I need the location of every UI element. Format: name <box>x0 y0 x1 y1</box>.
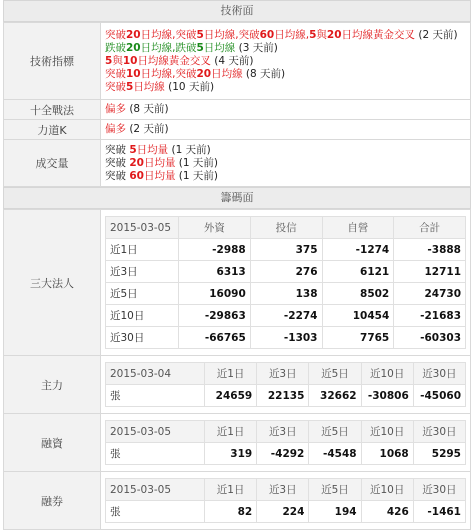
value-cell: -29863 <box>179 305 251 327</box>
value-cell: 426 <box>361 501 413 523</box>
signal-line <box>105 29 466 42</box>
signal-text: 與 <box>316 28 327 41</box>
value-cell: 6121 <box>322 261 394 283</box>
row-label: 近30日 <box>106 327 179 349</box>
column-header: 近30日 <box>413 479 465 501</box>
block-table <box>105 362 466 407</box>
column-header: 近3日 <box>257 421 309 443</box>
signal-text: 日均線 <box>203 41 236 54</box>
value-cell: 138 <box>250 283 322 305</box>
signal-text: (2 天前) <box>415 28 458 41</box>
table-row <box>106 501 466 523</box>
value-cell: -66765 <box>179 327 251 349</box>
tech-row-ten <box>4 100 471 120</box>
row-label: 張 <box>106 443 205 465</box>
signal-text: 突破 <box>105 80 126 93</box>
signal-text: 日均線黃金交叉 <box>341 28 416 41</box>
value-cell: 7765 <box>322 327 394 349</box>
value-cell: -21683 <box>394 305 466 327</box>
stock-analysis-panel <box>3 0 471 530</box>
signal-text: 日均線 <box>211 67 243 80</box>
signal-text: 日均線,突破 <box>140 67 197 80</box>
institutional-cell <box>101 210 471 356</box>
table-row <box>106 283 466 305</box>
block-table <box>105 478 466 523</box>
column-header: 近5日 <box>309 421 361 443</box>
block-date: 2015-03-05 <box>106 421 205 443</box>
signal-text: (10 天前) <box>164 80 215 93</box>
row-label: 張 <box>106 501 205 523</box>
row-label: 近10日 <box>106 305 179 327</box>
signal-text: 5 <box>196 28 204 41</box>
value-cell: 24730 <box>394 283 466 305</box>
value-cell: 6313 <box>179 261 251 283</box>
row-label: 近5日 <box>106 283 179 305</box>
chips-row-short <box>4 472 471 530</box>
signal-line <box>105 170 466 183</box>
signal-text: (8 天前) <box>242 67 286 80</box>
value-cell: 16090 <box>179 283 251 305</box>
value-cell: -1303 <box>250 327 322 349</box>
signal-text: 20 <box>126 41 141 54</box>
block-cell <box>101 414 471 472</box>
signal-text: (8 天前) <box>126 103 169 115</box>
institutional-date: 2015-03-05 <box>106 217 179 239</box>
signal-text: 突破 <box>105 169 130 182</box>
tech-lines <box>101 140 471 187</box>
signal-text: 與 <box>112 54 123 67</box>
row-label: 張 <box>106 385 205 407</box>
signal-text: 20 <box>129 156 144 169</box>
signal-line <box>105 81 466 94</box>
column-header: 自營 <box>322 217 394 239</box>
value-cell: 276 <box>250 261 322 283</box>
signal-text: 60 <box>129 169 144 182</box>
column-header: 外資 <box>179 217 251 239</box>
signal-line <box>105 42 466 55</box>
block-cell <box>101 472 471 530</box>
tech-row-power <box>4 120 471 140</box>
tech-lines <box>101 23 471 100</box>
signal-text: 5 <box>129 143 137 156</box>
signal-text: 突破 <box>105 143 130 156</box>
value-cell: 1068 <box>361 443 413 465</box>
value-cell: 5295 <box>413 443 465 465</box>
tech-row-volume <box>4 140 471 187</box>
value-cell: 224 <box>257 501 309 523</box>
signal-text: (3 天前) <box>235 41 278 54</box>
tech-lines <box>101 100 471 120</box>
signal-text: (1 天前) <box>175 169 219 182</box>
institutional-header-row <box>106 217 466 239</box>
signal-line <box>105 55 466 68</box>
block-header-row <box>106 479 466 501</box>
signal-text: (1 天前) <box>175 156 219 169</box>
block-header-row <box>106 421 466 443</box>
signal-text: 跌破 <box>105 41 126 54</box>
signal-text: 日均量 <box>143 169 176 182</box>
column-header: 近10日 <box>361 421 413 443</box>
chips-label: 主力 <box>4 356 101 414</box>
value-cell: -3888 <box>394 239 466 261</box>
signal-text: 突破 <box>105 28 126 41</box>
tech-label: 力道K <box>4 120 101 140</box>
tech-row-indicators <box>4 23 471 100</box>
tech-lines <box>101 120 471 140</box>
signal-text: 60 <box>259 28 275 41</box>
chips-label: 融券 <box>4 472 101 530</box>
signal-line <box>105 68 466 81</box>
signal-text: 5 <box>196 41 204 54</box>
signal-line <box>105 123 466 136</box>
signal-text: 5 <box>126 80 134 93</box>
signal-text: 日均線,突破 <box>203 28 260 41</box>
column-header: 近10日 <box>361 479 413 501</box>
value-cell: -2274 <box>250 305 322 327</box>
table-row <box>106 239 466 261</box>
column-header: 近5日 <box>309 363 361 385</box>
chips-label: 融資 <box>4 414 101 472</box>
signal-text: 日均線 <box>133 80 165 93</box>
table-row <box>106 443 466 465</box>
value-cell: 10454 <box>322 305 394 327</box>
chips-label: 三大法人 <box>4 210 101 356</box>
signal-text: 5 <box>105 54 113 67</box>
column-header: 近1日 <box>205 363 257 385</box>
technical-section-header: 技術面 <box>3 0 471 22</box>
signal-text: 日均線, <box>274 28 310 41</box>
signal-text: 20 <box>126 28 141 41</box>
block-date: 2015-03-05 <box>106 479 205 501</box>
value-cell: -4292 <box>257 443 309 465</box>
value-cell: -1274 <box>322 239 394 261</box>
signal-line <box>105 103 466 116</box>
chips-row-margin <box>4 414 471 472</box>
row-label: 近1日 <box>106 239 179 261</box>
signal-text: 日均線,突破 <box>140 28 197 41</box>
value-cell: 22135 <box>257 385 309 407</box>
value-cell: 82 <box>205 501 257 523</box>
value-cell: 24659 <box>205 385 257 407</box>
signal-line <box>105 144 466 157</box>
chips-table <box>3 209 471 530</box>
value-cell: 319 <box>205 443 257 465</box>
chips-row-institutional <box>4 210 471 356</box>
block-date: 2015-03-04 <box>106 363 205 385</box>
signal-text: (4 天前) <box>210 54 254 67</box>
technical-table <box>3 22 471 187</box>
value-cell: -2988 <box>179 239 251 261</box>
table-row <box>106 261 466 283</box>
value-cell: 8502 <box>322 283 394 305</box>
value-cell: -30806 <box>361 385 413 407</box>
tech-label: 十全戰法 <box>4 100 101 120</box>
value-cell: -1461 <box>413 501 465 523</box>
chips-row-main <box>4 356 471 414</box>
signal-text: 日均量 <box>136 143 169 156</box>
signal-text: 10 <box>122 54 138 67</box>
row-label: 近3日 <box>106 261 179 283</box>
value-cell: 12711 <box>394 261 466 283</box>
column-header: 合計 <box>394 217 466 239</box>
column-header: 近30日 <box>413 363 465 385</box>
value-cell: -60303 <box>394 327 466 349</box>
value-cell: -4548 <box>309 443 361 465</box>
signal-text: (2 天前) <box>126 123 169 135</box>
signal-text: 20 <box>196 67 212 80</box>
signal-text: 突破 <box>105 156 130 169</box>
value-cell: 375 <box>250 239 322 261</box>
table-row <box>106 327 466 349</box>
signal-text: 日均線,跌破 <box>140 41 197 54</box>
table-row <box>106 385 466 407</box>
signal-text: 5 <box>309 28 317 41</box>
column-header: 近1日 <box>205 479 257 501</box>
signal-text: 20 <box>326 28 342 41</box>
institutional-body <box>106 239 466 349</box>
block-cell <box>101 356 471 414</box>
signal-text: 偏多 <box>105 103 126 115</box>
tech-label: 技術指標 <box>4 23 101 100</box>
signal-text: 偏多 <box>105 123 126 135</box>
tech-label: 成交量 <box>4 140 101 187</box>
table-row <box>106 305 466 327</box>
signal-text: (1 天前) <box>168 143 211 156</box>
signal-line <box>105 157 466 170</box>
value-cell: 194 <box>309 501 361 523</box>
block-table <box>105 420 466 465</box>
chips-section-header: 籌碼面 <box>3 187 471 209</box>
column-header: 近30日 <box>413 421 465 443</box>
signal-text: 日均量 <box>143 156 176 169</box>
column-header: 近10日 <box>361 363 413 385</box>
value-cell: 32662 <box>309 385 361 407</box>
signal-text: 10 <box>126 67 141 80</box>
institutional-table <box>105 216 466 349</box>
column-header: 近5日 <box>309 479 361 501</box>
column-header: 近1日 <box>205 421 257 443</box>
column-header: 近3日 <box>257 479 309 501</box>
block-header-row <box>106 363 466 385</box>
signal-text: 日均線黃金交叉 <box>137 54 211 67</box>
column-header: 投信 <box>250 217 322 239</box>
value-cell: -45060 <box>413 385 465 407</box>
column-header: 近3日 <box>257 363 309 385</box>
signal-text: 突破 <box>105 67 126 80</box>
